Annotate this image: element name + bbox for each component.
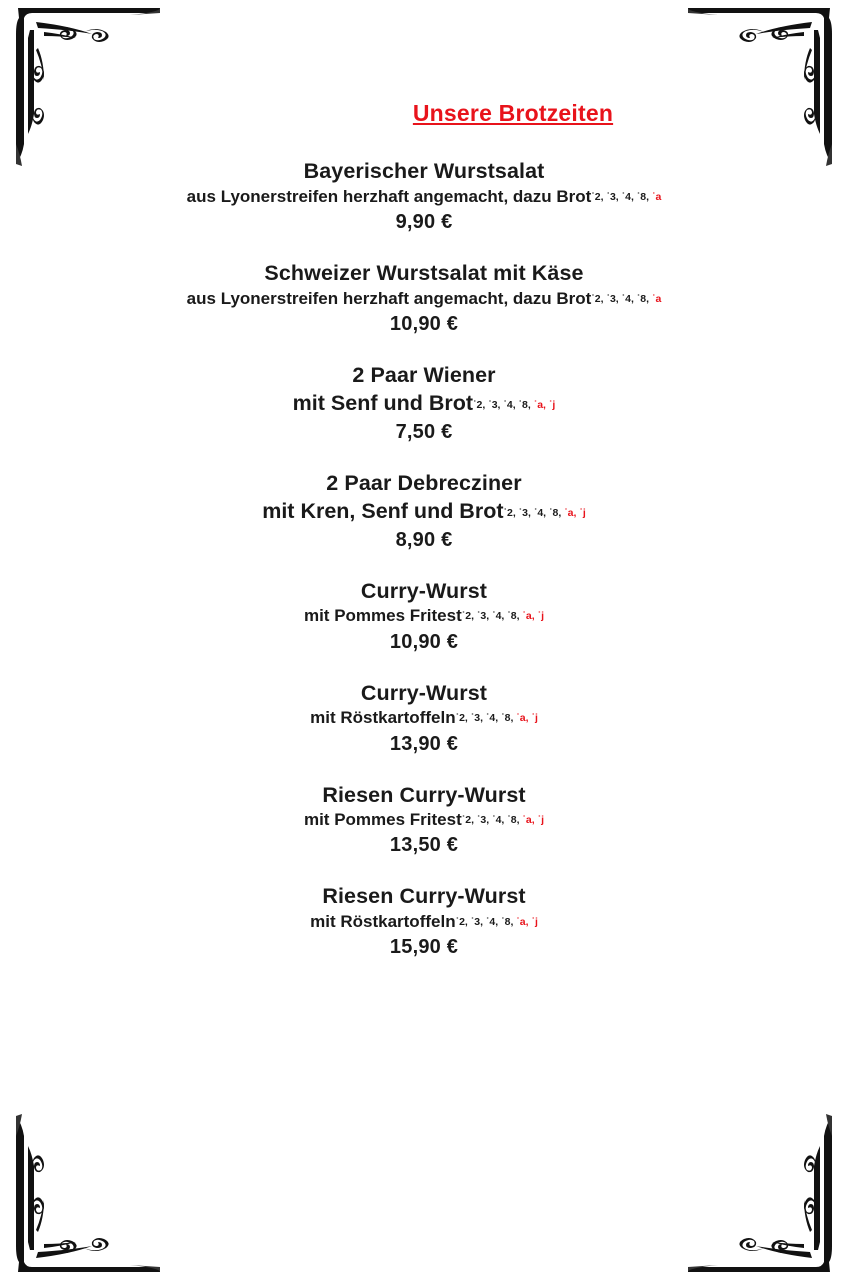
dish-description (0, 288, 848, 310)
dish-description-text: mit Pommes Fritest (303, 606, 462, 626)
dish-description (0, 390, 848, 418)
dish-name: Riesen Curry-Wurst (322, 884, 526, 909)
ornament-corner-top-left (10, 4, 180, 169)
allergen-codes-red: ˙a, ˙j (516, 712, 538, 725)
allergen-codes (591, 191, 661, 203)
dish-price: 10,90 € (389, 630, 459, 653)
allergen-codes-red: ˙a, ˙j (522, 610, 545, 623)
dish-price: 15,90 € (389, 936, 459, 959)
dish-price: 10,90 € (389, 312, 459, 335)
dish-description-text: mit Kren, Senf und Brot (262, 498, 504, 523)
allergen-codes-dark: ˙2, ˙3, ˙4, ˙8, (461, 814, 523, 827)
dish-price: 9,90 € (395, 210, 453, 233)
allergen-codes-red: ˙a, ˙j (516, 916, 538, 929)
dish-name: Bayerischer Wurstsalat (303, 159, 545, 183)
allergen-codes (456, 916, 538, 928)
allergen-codes-dark: ˙2, ˙3, ˙4, ˙8, (455, 712, 517, 725)
dish-name: Curry-Wurst (360, 680, 488, 705)
allergen-codes (462, 610, 544, 622)
dish-name: 2 Paar Debrecziner (326, 470, 522, 495)
allergen-codes-dark: ˙2, ˙3, ˙4, ˙8, (591, 292, 652, 305)
allergen-codes-dark: ˙2, ˙3, ˙4, ˙8, (461, 610, 523, 623)
dish-description (0, 809, 848, 831)
dish-description-text: mit Pommes Fritest (303, 810, 462, 830)
dish-description-text: aus Lyonerstreifen herzhaft angemacht, dazu Brot (186, 186, 592, 206)
dish-description (0, 186, 848, 208)
allergen-codes-dark: ˙2, ˙3, ˙4, ˙8, (591, 190, 652, 203)
dish-description-text: mit Röstkartoffeln (310, 912, 456, 932)
menu-items-list (0, 158, 848, 985)
allergen-codes-dark: ˙2, ˙3, ˙4, ˙8, (473, 398, 534, 411)
list-item (0, 158, 848, 234)
list-item (0, 470, 848, 552)
dish-name: Curry-Wurst (360, 578, 488, 603)
allergen-codes-red: ˙a (651, 292, 662, 305)
dish-name: Riesen Curry-Wurst (322, 782, 526, 807)
dish-description (0, 498, 848, 526)
dish-price: 7,50 € (395, 420, 453, 443)
dish-description-text: mit Röstkartoffeln (310, 708, 456, 728)
allergen-codes (473, 399, 555, 411)
list-item (0, 680, 848, 756)
dish-price: 13,90 € (389, 732, 459, 755)
allergen-codes-dark: ˙2, ˙3, ˙4, ˙8, (455, 916, 517, 929)
dish-name: Schweizer Wurstsalat mit Käse (264, 260, 584, 285)
list-item (0, 578, 848, 654)
ornament-corner-top-right (668, 4, 838, 169)
allergen-codes-red: ˙a, ˙j (564, 506, 586, 519)
dish-description (0, 707, 848, 729)
dish-name: 2 Paar Wiener (352, 362, 496, 387)
dish-description (0, 605, 848, 627)
page-title: Unsere Brotzeiten (412, 100, 614, 126)
allergen-codes (591, 293, 661, 305)
allergen-codes (456, 712, 538, 724)
dish-price: 13,50 € (389, 834, 459, 857)
list-item (0, 883, 848, 959)
list-item (0, 782, 848, 858)
ornament-corner-bottom-left (10, 1111, 180, 1276)
list-item (0, 362, 848, 444)
allergen-codes-red: ˙a, ˙j (522, 814, 545, 827)
dish-description (0, 911, 848, 933)
allergen-codes-red: ˙a, ˙j (533, 398, 556, 411)
allergen-codes-dark: ˙2, ˙3, ˙4, ˙8, (503, 506, 565, 519)
allergen-codes (462, 814, 544, 826)
dish-description-text: aus Lyonerstreifen herzhaft angemacht, dazu Brot (186, 288, 592, 308)
dish-description-text: mit Senf und Brot (292, 390, 474, 415)
allergen-codes-red: ˙a (651, 190, 662, 203)
allergen-codes (504, 507, 586, 519)
list-item (0, 260, 848, 336)
ornament-corner-bottom-right (668, 1111, 838, 1276)
dish-price: 8,90 € (395, 528, 453, 551)
